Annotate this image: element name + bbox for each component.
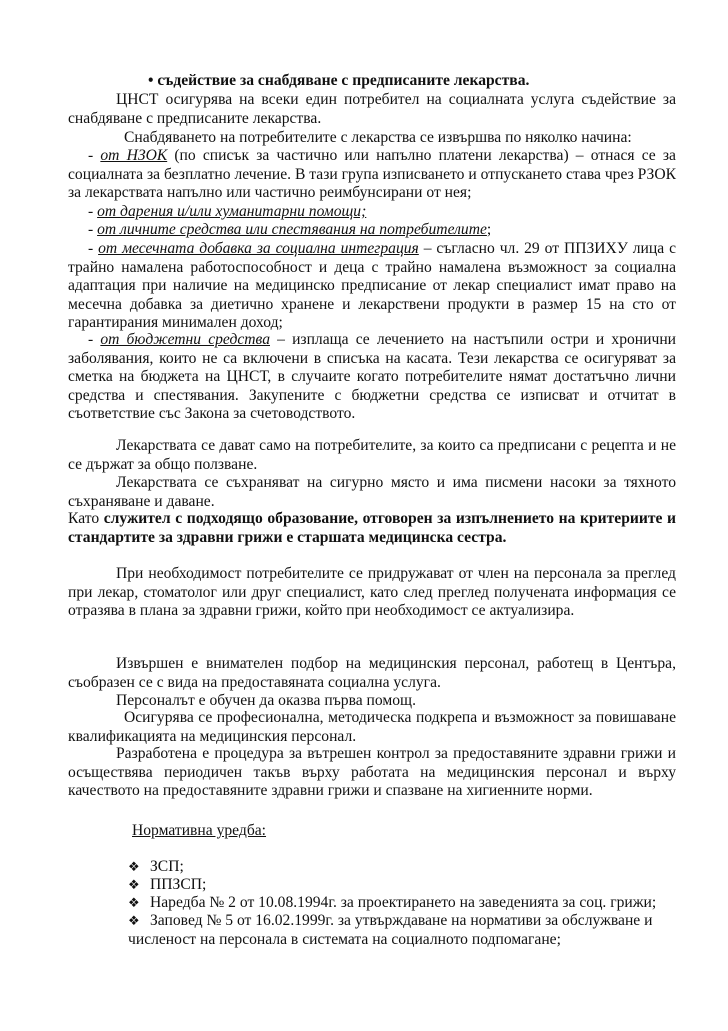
- source-label-monthly-supplement: от месечната добавка за социална интеграция: [98, 240, 419, 257]
- diamond-bullet-icon: ❖: [128, 895, 140, 910]
- list-item-own-funds: [68, 221, 676, 240]
- norm-item-text: Наредба № 2 от 10.08.1994г. за проектирането на заведенията за соц. грижи;: [150, 894, 657, 911]
- list-item-donations: [68, 203, 676, 222]
- dash-prefix: -: [88, 331, 101, 348]
- norm-item: [128, 894, 688, 913]
- dash-prefix: -: [88, 240, 99, 257]
- norm-item-text: ЗСП;: [150, 858, 184, 875]
- source-label-donations: от дарения и/или хуманитарни помощи;: [97, 203, 367, 220]
- source-text-nzok: (по списък за частично или напълно платени лекарства) – отнася се за социалната за безплатно лечение. В тази група изписването и отпускането става чрез РЗОК за лекарствата напълно или частично реимбунсирани от нея;: [68, 147, 676, 202]
- list-item-nzok: [68, 147, 676, 203]
- source-label-nzok: от НЗОК: [100, 147, 168, 164]
- norm-item: [128, 912, 676, 949]
- paragraph-responsible-staff: [68, 510, 676, 547]
- diamond-bullet-icon: ❖: [128, 859, 140, 874]
- dash-prefix: -: [88, 221, 98, 238]
- source-label-own-funds: от личните средства или спестявания на потребителите: [97, 221, 487, 238]
- paragraph-trained: Персоналът е обучен да оказва първа помощ.: [116, 692, 416, 709]
- dash-prefix: -: [88, 203, 98, 220]
- paragraph-given-only: Лекарствата се дават само на потребителите, за които са предписани с рецепта и не се държат за общо ползване.: [68, 437, 676, 473]
- paragraph-support: Осигурява се професионална, методическа подкрепа и възможност за повишаване квалификацията на медицинския персонал.: [68, 709, 676, 745]
- paragraph-accompany: При необходимост потребителите се придружават от член на персонала за преглед при лекар, стоматолог или друг специалист, като след преглед получената информация се отразява в плана за здравни грижи, който при необходимост се актуализира.: [68, 565, 676, 620]
- source-text-monthly-supplement: – съгласно чл. 29 от ППЗИХУ лица с трайно намалена работоспособност и деца с трайно намалена възможност за социална адаптация при наличие на медицинско предписание от лекар специалист имат право на месечна добавка за диетично хранене и лекарствени продукти в размер 15 на сто от гарантирания минимален доход;: [68, 240, 676, 332]
- norms-title: Нормативна уредба:: [132, 822, 267, 839]
- diamond-bullet-icon: ❖: [128, 913, 140, 928]
- paragraph-ways: Снабдяването на потребителите с лекарства се извършва по няколко начина:: [124, 129, 632, 146]
- source-label-budget: от бюджетни средства: [100, 331, 270, 348]
- norm-item-text: ППЗСП;: [150, 876, 207, 893]
- diamond-bullet-icon: ❖: [128, 877, 140, 892]
- source-text-budget: – изплаща се лечението на настъпили остри и хронични заболявания, които не са включени в списъка на касата. Тези лекарства се осигуряват за сметка на бюджета на ЦНСТ, в случаите когато потребителите нямат достатъчно лични средства и спестявания. Закупените с бюджетни средства се изписват и отчитат в съответствие със Закона за счетоводството.: [68, 331, 677, 423]
- paragraph-provides: ЦНСТ осигурява на всеки един потребител на социалната услуга съдействие за снабдяване с предписаните лекарства.: [68, 91, 676, 127]
- norm-item-text: Заповед № 5 от 16.02.1999г. за утвърждаване на нормативи за обслужване и численост на персонала в системата на социалното подпомагане;: [128, 912, 653, 948]
- paragraph-stored: Лекарствата се съхраняват на сигурно място и има писмени насоки за тяхното съхраняване и даване.: [68, 474, 676, 510]
- heading-bullet: • съдействие за снабдяване с предписаните лекарства.: [148, 72, 530, 89]
- staff-lead: Като: [68, 510, 104, 527]
- norm-item: [128, 876, 688, 895]
- list-item-budget: [68, 331, 676, 424]
- staff-bold-text: служител с подходящо образование, отговорен за изпълнението на критериите и стандартите за здравни грижи е старшата медицинска сестра.: [68, 510, 676, 546]
- norm-item: [128, 858, 688, 877]
- list-item-monthly-supplement: [68, 240, 676, 333]
- paragraph-procedure: Разработена е процедура за вътрешен контрол за предоставяните здравни грижи и осъществява периодичен такъв върху работата на медицинския персонал и върху качеството на предоставяните здравни грижи и спазване на хигиенните норми.: [68, 745, 676, 800]
- paragraph-selection: Извършен е внимателен подбор на медицинския персонал, работещ в Центъра, съобразен се с вида на предоставяната социална услуга.: [68, 655, 676, 691]
- dash-prefix: -: [88, 147, 101, 164]
- source-suffix-own-funds: ;: [486, 221, 492, 238]
